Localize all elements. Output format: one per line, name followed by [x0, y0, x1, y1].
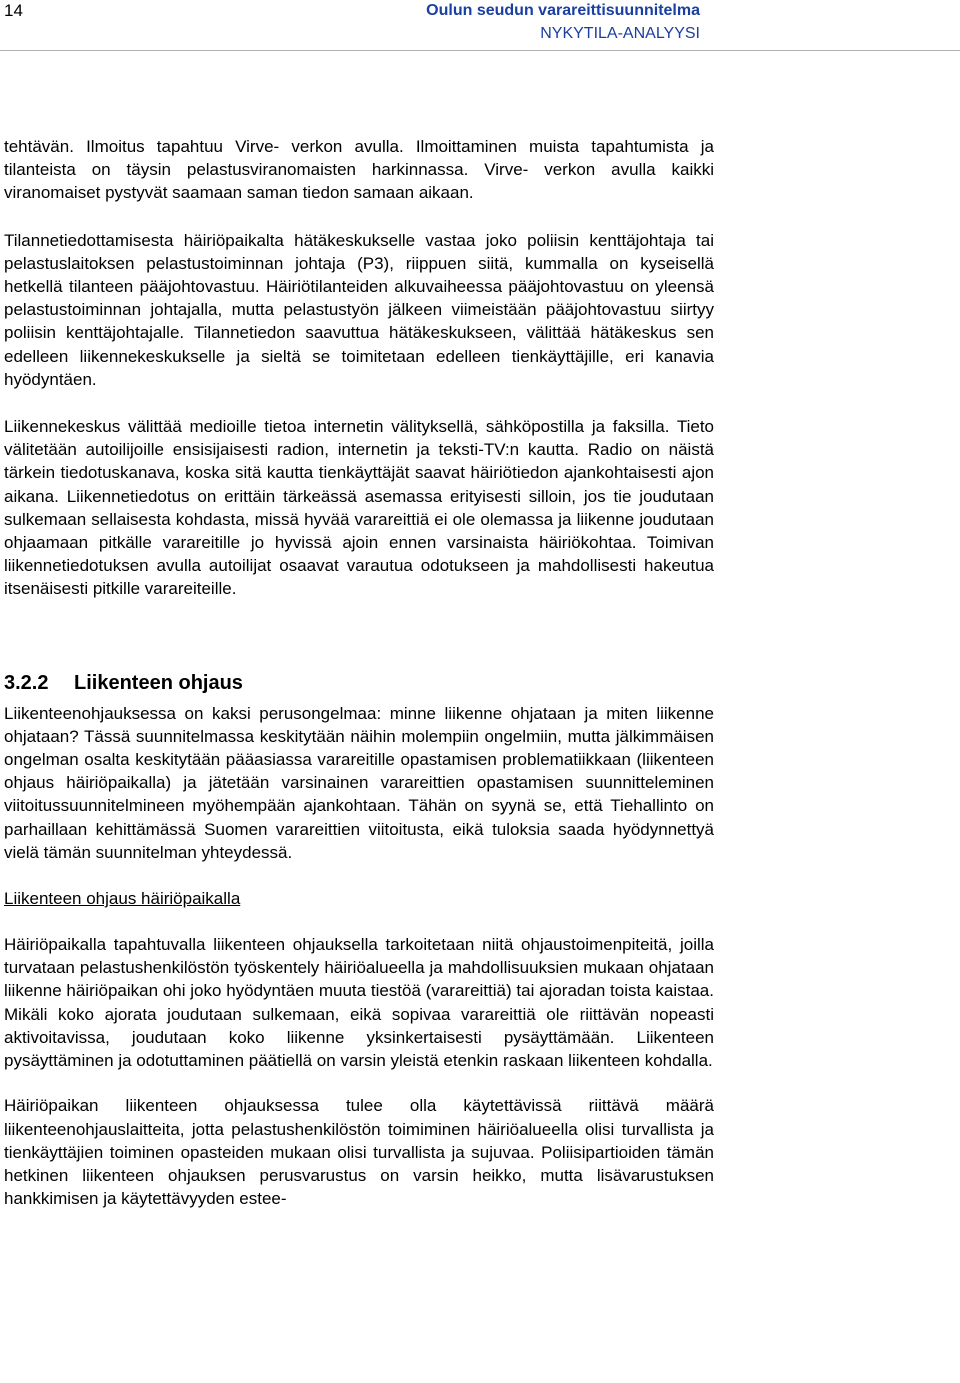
paragraph-liikennekeskus: Liikennekeskus välittää medioille tietoa internetin välityksellä, sähköpostilla ja faksilla. Tieto välitetään autoilijoille ensisijaisesti radion, internetin ja teksti-TV:n kautta. Radio on näistä tärkein tiedotuskanava, koska sitä kautta tienkäyttäjät saavat häiriötiedon ajankohtaisesti ajon aikana. Liikennetiedotus on erittäin tärkeässä asemassa erityisesti silloin, jos tie joudutaan sulkemaan sellaisesta kohdasta, missä hyvää varareittiä ei ole olemassa ja liikenne joudutaan ohjaamaan pitkälle varareitille jo hyvissä ajoin ennen varsinaista häiriökohtaa. Toimivan liikennetiedotuksen avulla autoilijat osaavat varautua odotukseen ja mahdollisesti hakeutua itsenäisesti pitkille varareiteille. [4, 417, 714, 599]
page-body [4, 135, 714, 1210]
page-number: 14 [4, 1, 23, 20]
paragraph-ohjauslaitteet: Häiriöpaikan liikenteen ohjauksessa tulee olla käytettävissä riittävä määrä liikenteenohjauslaitteita, jotta pelastushenkilöstön toimiminen häiriöalueella olisi turvallista ja tienkäyttäjien toiminen opasteiden mukaan olisi turvallista ja sujuvaa. Poliisipartioiden tämän hetkinen liikenteen ohjauksen perusvarustus on varsin heikko, mutta lisävarustuksen hankkimisen ja käytettävyyden estee- [4, 1096, 714, 1209]
paragraph-liikenteenohjaus: Liikenteenohjauksessa on kaksi perusongelmaa: minne liikenne ohjataan ja miten liikenne ohjataan? Tässä suunnitelmassa keskitytään näihin molempiin ongelmiin, mutta jälkimmäisen ongelman osalta keskitytään pääasiassa varareitille opastamisen problematiikkaan (liikenteen ohjaus häiriöpaikalla) ja jätetään varsinainen varareittien opastamisen suunnitteleminen viitoitussuunnitelmineen myöhempään ajankohtaan. Tähän on syynä se, että Tiehallinto on parhaillaan kehittämässä Suomen varareittien viitoitusta, eikä tuloksia saada hyödynnettyä vielä tämän suunnitelman yhteydessä. [4, 703, 714, 862]
paragraph-virve: tehtävän. Ilmoitus tapahtuu Virve- verkon avulla. Ilmoittaminen muista tapahtumista ja tilanteista on täysin pelastusviranomaisten harkinnassa. Virve- verkon avulla kaikki viranomaiset pystyvät saamaan saman tiedon samaan aikaan. [4, 137, 714, 203]
section-title: Liikenteen ohjaus [74, 671, 243, 694]
paragraph-hairiopaikan-ohjaus: Häiriöpaikalla tapahtuvalla liikenteen ohjauksella tarkoitetaan niitä ohjaustoimenpiteitä, joilla turvataan pelastushenkilöstön työskentely häiriöalueella ja mahdollisuuksien mukaan ohjataan liikenne häiriöpaikan ohi joko hyödyntäen muuta tiestöä (varareittiä) tai ajoradan toista kaistaa. Mikäli koko ajorata joudutaan sulkemaan, eikä sopivaa varareittiä ole riittävän nopeasti aktivoitavissa, joudutaan koko liikenne yksinkertaisesti pysäyttämään. Liikenteen pysäyttäminen ja odotuttaminen päätiellä on varsin yleistä etenkin raskaan liikenteen kohdalla. [4, 935, 714, 1071]
header-block [426, 0, 700, 46]
section-number: 3.2.2 [4, 671, 49, 694]
subheading-hairiopaikka: Liikenteen ohjaus häiriöpaikalla [4, 889, 241, 909]
header-divider [0, 50, 960, 51]
document-title: Oulun seudun varareittisuunnitelma [426, 2, 700, 19]
section-heading [4, 671, 714, 695]
paragraph-tilannetiedottaminen: Tilannetiedottamisesta häiriöpaikalta hätäkeskukselle vastaa joko poliisin kenttäjohtaja tai pelastuslaitoksen pelastustoiminnan johtaja (P3), riippuen siitä, kummalla on kyseisellä hetkellä tilanteen pääjohtovastuu. Häiriötilanteiden alkuvaiheessa pääjohtovastuu on yleensä pelastustoiminnan johtajalla, mutta pelastustyön jälkeen viimeistään pääjohtovastuu siirtyy poliisin kenttäjohtajalle. Tilannetiedon saavuttua hätäkeskukseen, välittää hätäkeskus sen edelleen liikennekeskukselle ja sieltä se toimitetaan edelleen tienkäyttäjille, eri kanavia hyödyntäen. [4, 230, 714, 389]
document-subtitle: NYKYTILA-ANALYYSI [540, 25, 700, 42]
